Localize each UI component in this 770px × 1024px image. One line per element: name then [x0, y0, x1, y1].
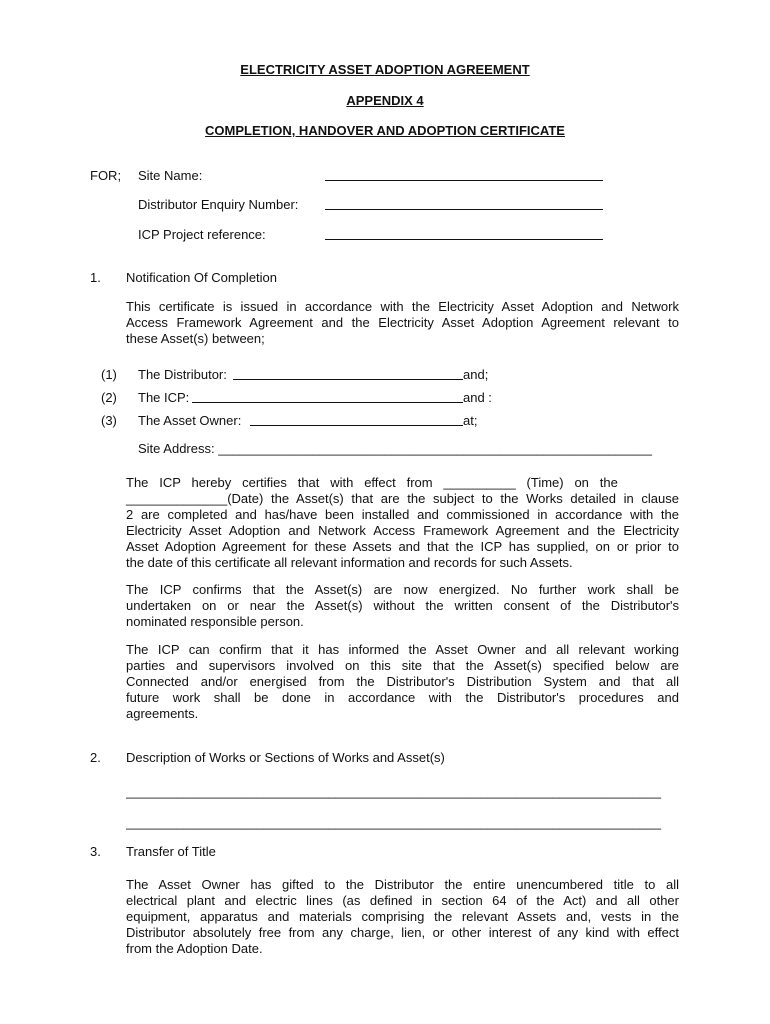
party-2-label: The ICP:: [138, 390, 190, 405]
party-3-number: (3): [101, 413, 117, 428]
section-2-number: 2.: [90, 750, 101, 765]
party-1-number: (1): [101, 367, 117, 382]
for-label: FOR;: [90, 168, 122, 183]
text-line: the date of this certificate all relevant information and records for such Assets.: [126, 555, 573, 570]
text-line: ______________(Date) the Asset(s) that are the subject to the Works detailed in clause: [126, 491, 679, 506]
section-2-heading: Description of Works or Sections of Works and Asset(s): [126, 750, 445, 765]
site-address-line[interactable]: Site Address: ____________________________________________________________: [138, 441, 653, 456]
text-line: agreements.: [126, 706, 199, 721]
party-2-number: (2): [101, 390, 117, 405]
text-line: Asset Adoption Agreement for these Assets and that the ICP has supplied, on or prior to: [126, 539, 679, 554]
works-description-line-2[interactable]: __________________________________________________________________________: [126, 815, 662, 830]
text-line: The ICP confirms that the Asset(s) are now energized. No further work shall be: [126, 582, 679, 597]
icp-reference-label: ICP Project reference:: [138, 227, 266, 242]
icp-field[interactable]: [192, 402, 463, 403]
section-3-number: 3.: [90, 844, 101, 859]
text-line: electrical plant and electric lines (as defined in section 64 of the Act) and all other: [126, 893, 679, 908]
text-line: nominated responsible person.: [126, 614, 304, 629]
text-line: future work shall be done in accordance with the Distributor's procedures and: [126, 690, 679, 705]
section-3-heading: Transfer of Title: [126, 844, 216, 859]
transfer-paragraph: [126, 877, 679, 957]
appendix-title: APPENDIX 4: [346, 93, 424, 108]
party-3-label: The Asset Owner:: [138, 413, 242, 428]
party-3-suffix: at;: [463, 413, 478, 428]
text-line: from the Adoption Date.: [126, 941, 263, 956]
section-1-heading: Notification Of Completion: [126, 270, 278, 285]
text-line: Connected and/or energised from the Distributor's Distribution System and that all: [126, 674, 679, 689]
text-line: these Asset(s) between;: [126, 331, 265, 346]
site-name-field[interactable]: [325, 180, 603, 181]
party-1-suffix: and;: [463, 367, 489, 382]
text-line: undertaken on or near the Asset(s) without the written consent of the Distributor's: [126, 598, 679, 613]
site-name-label: Site Name:: [138, 168, 203, 183]
document-title: ELECTRICITY ASSET ADOPTION AGREEMENT: [240, 62, 530, 77]
informed-paragraph: [126, 642, 679, 722]
works-description-line-1[interactable]: __________________________________________________________________________: [126, 784, 662, 799]
section-1-number: 1.: [90, 270, 101, 285]
icp-reference-field[interactable]: [325, 239, 603, 240]
section-1-intro: [126, 299, 679, 347]
party-2-suffix: and :: [463, 390, 492, 405]
text-line: Distributor absolutely free from any charge, lien, or other interest of any kind with effect: [126, 925, 679, 940]
party-1-label: The Distributor:: [138, 367, 227, 382]
text-line: equipment, apparatus and materials comprising the relevant Assets and, vests in the: [126, 909, 679, 924]
text-line: The Asset Owner has gifted to the Distributor the entire unencumbered title to all: [126, 877, 679, 892]
text-line: parties and supervisors involved on this site that the Asset(s) specified below are: [126, 658, 679, 673]
text-line: 2 are completed and has/have been installed and commissioned in accordance with the: [126, 507, 679, 522]
text-line: The ICP can confirm that it has informed the Asset Owner and all relevant working: [126, 642, 679, 657]
certificate-title: COMPLETION, HANDOVER AND ADOPTION CERTIFICATE: [205, 123, 565, 138]
effect-paragraph: [126, 475, 679, 571]
text-line: Electricity Asset Adoption and Network Access Framework Agreement and the Electricity: [126, 523, 679, 538]
distributor-field[interactable]: [233, 379, 463, 380]
text-line: This certificate is issued in accordance with the Electricity Asset Adoption and Network: [126, 299, 679, 314]
asset-owner-field[interactable]: [250, 425, 463, 426]
energized-paragraph: [126, 582, 679, 630]
enquiry-number-label: Distributor Enquiry Number:: [138, 197, 299, 212]
text-line: The ICP hereby certifies that with effect from __________ (Time) on the: [126, 475, 618, 490]
text-line: Access Framework Agreement and the Electricity Asset Adoption Agreement relevant to: [126, 315, 679, 330]
enquiry-number-field[interactable]: [325, 209, 603, 210]
